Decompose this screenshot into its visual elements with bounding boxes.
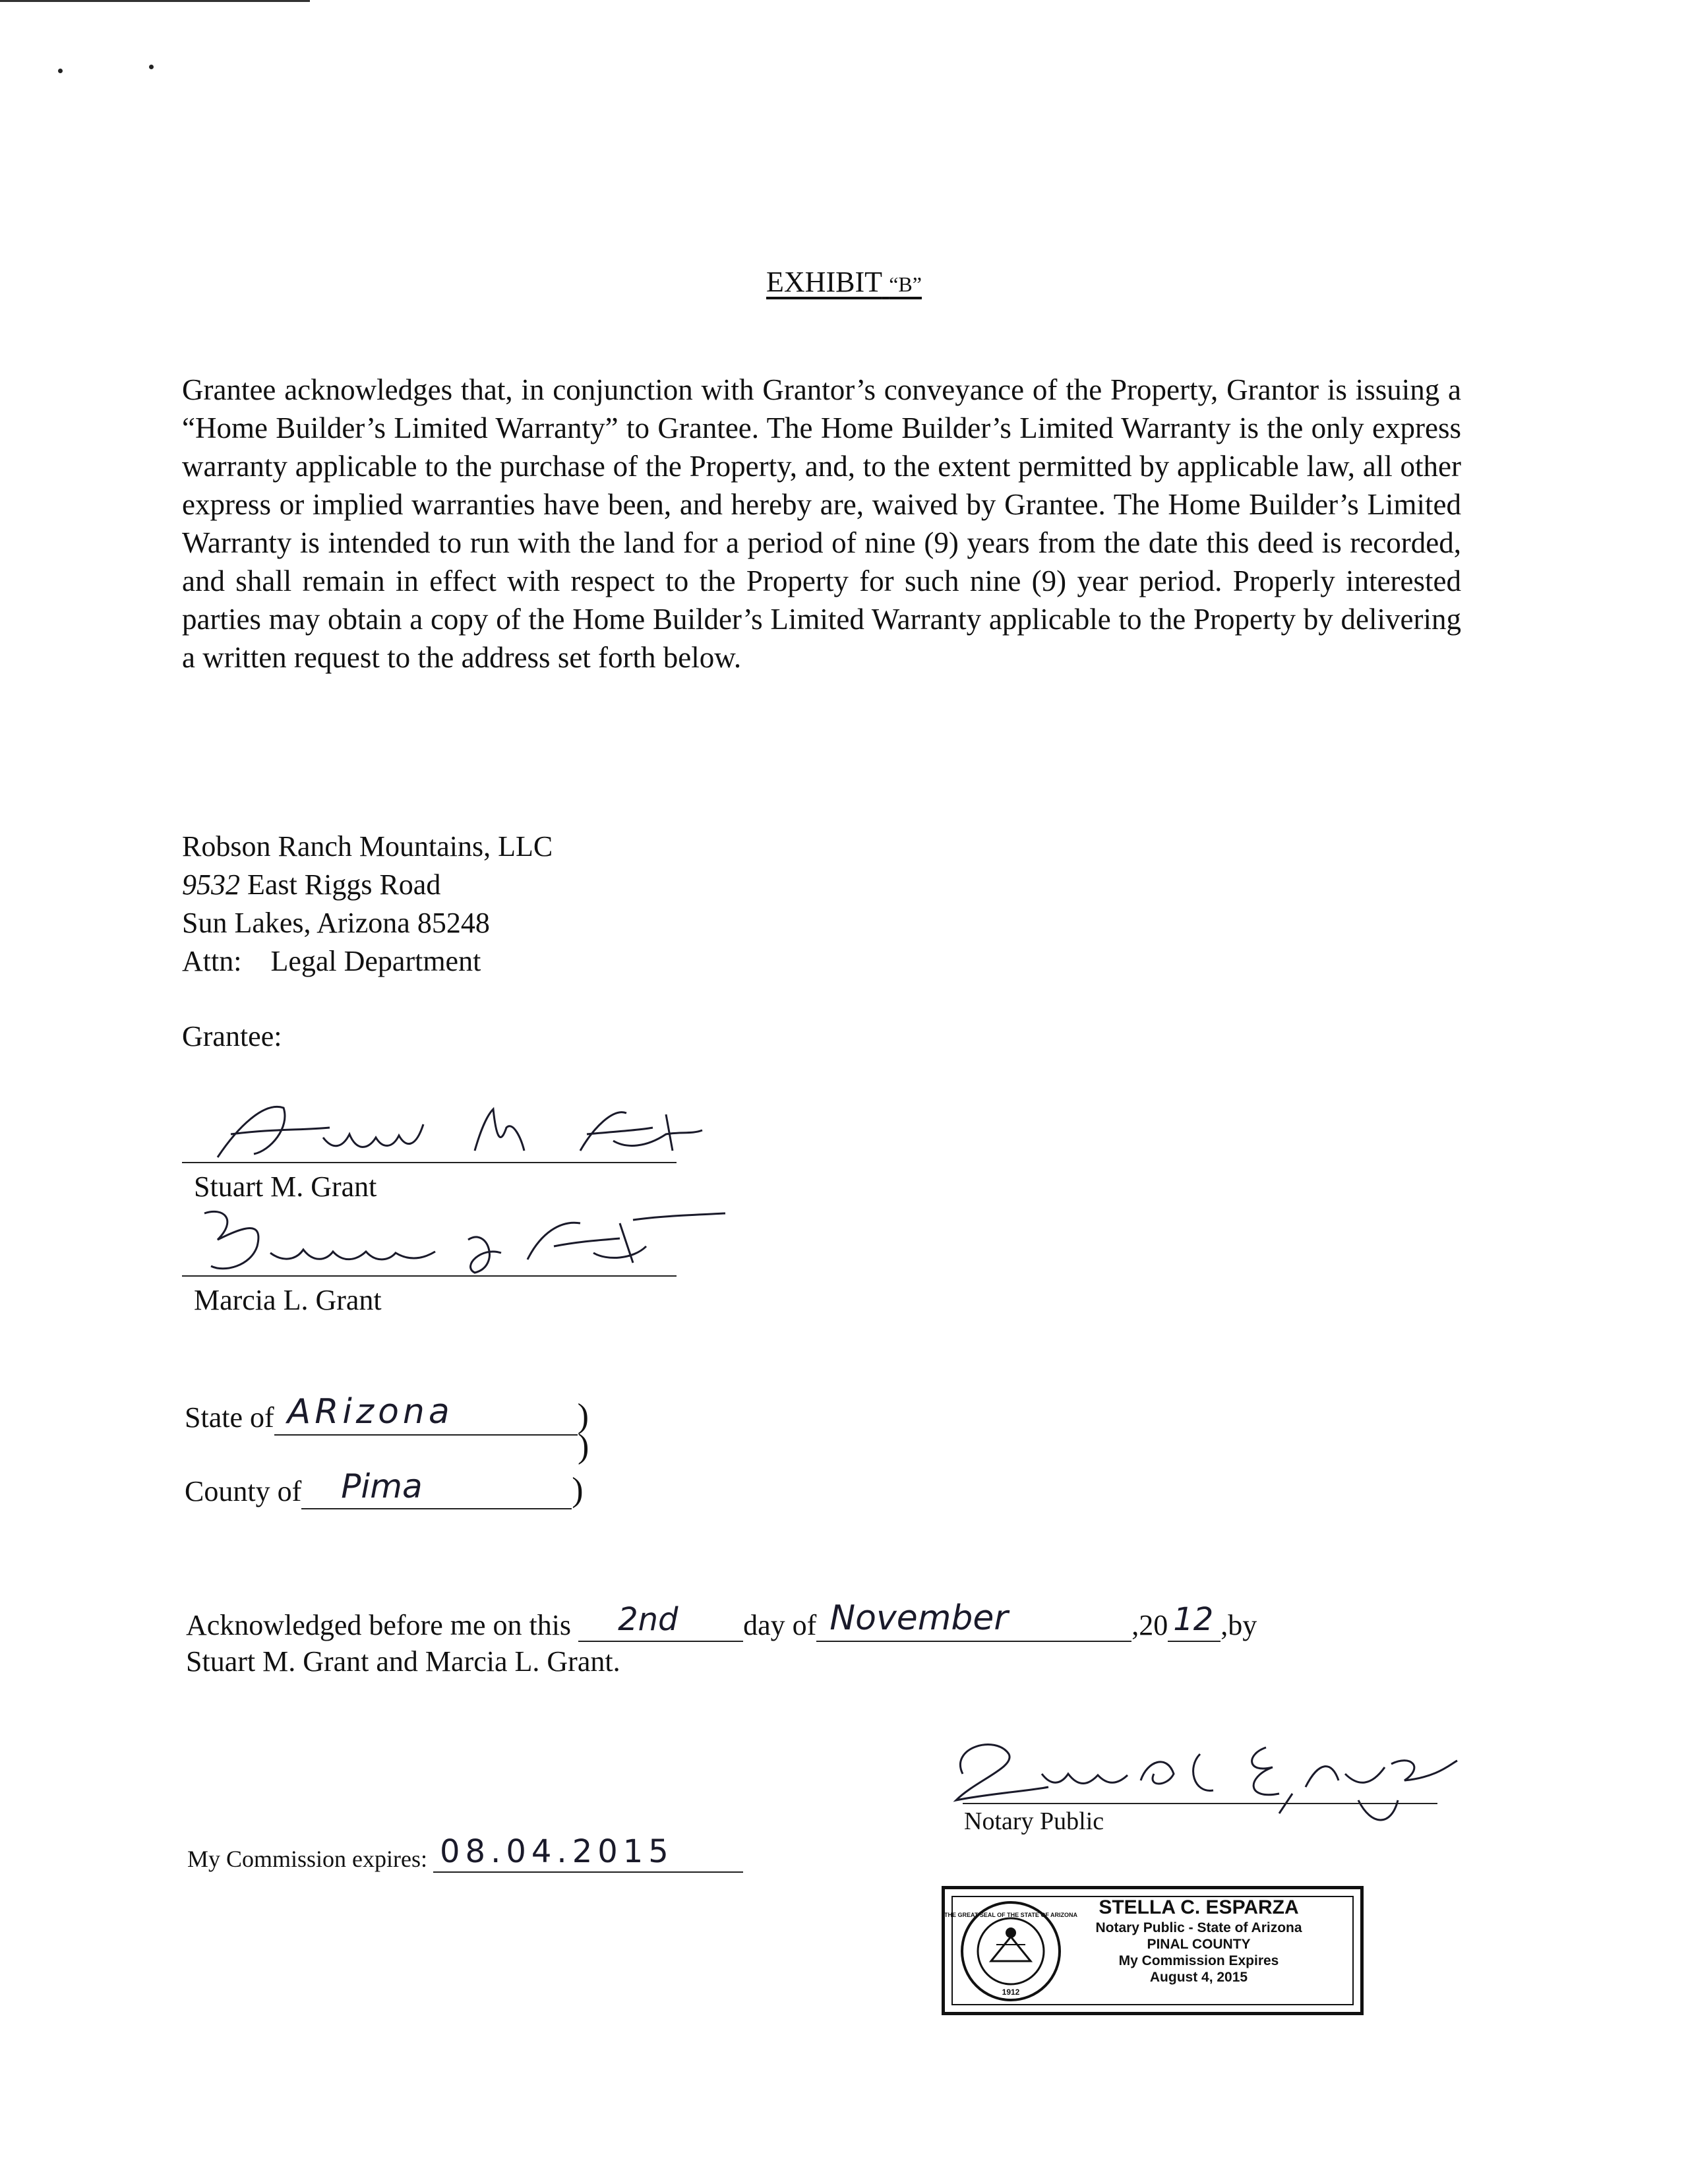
- bracket: ): [577, 1397, 589, 1435]
- acknowledgment-names: Stuart M. Grant and Marcia L. Grant.: [186, 1645, 620, 1678]
- grantee-signature-1: [191, 1088, 706, 1174]
- grantee-signature-2-text: Marcia L Grant: [185, 1200, 189, 1201]
- attention-line: Attn: Legal Department: [182, 945, 481, 977]
- signature-line-1: [182, 1162, 677, 1163]
- county-row: [185, 1467, 584, 1509]
- bracket: ): [578, 1428, 589, 1465]
- signer-name-1: Stuart M. Grant: [194, 1170, 377, 1203]
- state-handwritten: ARizona: [287, 1392, 454, 1432]
- exhibit-title: EXHIBIT “B”: [766, 266, 922, 298]
- state-blank: [274, 1392, 578, 1436]
- day-label: day of: [743, 1609, 817, 1641]
- month-handwritten: November: [829, 1598, 1008, 1638]
- stamp-text-block: [1057, 1896, 1341, 1986]
- ack-suffix: ,by: [1221, 1609, 1257, 1641]
- signer-name-2: Marcia L. Grant: [194, 1284, 382, 1316]
- scan-dot: [149, 65, 154, 69]
- notary-signature-line: [963, 1803, 1437, 1804]
- stamp-line-1: Notary Public - State of Arizona: [1095, 1920, 1302, 1935]
- seal-text: THE GREAT SEAL OF THE STATE OF ARIZONA: [944, 1912, 1077, 1918]
- day-handwritten: 2nd: [618, 1601, 678, 1638]
- grantee-label: Grantee:: [182, 1020, 282, 1052]
- month-blank: [816, 1598, 1131, 1642]
- street-name: East Riggs Road: [247, 868, 441, 901]
- company-name: Robson Ranch Mountains, LLC: [182, 830, 553, 863]
- city-state-zip: Sun Lakes, Arizona 85248: [182, 907, 490, 939]
- year-prefix: ,20: [1131, 1609, 1168, 1641]
- county-blank: [301, 1467, 572, 1509]
- notary-label: Notary Public: [964, 1807, 1104, 1835]
- stamp-line-4: August 4, 2015: [1149, 1970, 1248, 1985]
- county-label: County of: [185, 1475, 302, 1507]
- commission-handwritten: 08.04.2015: [440, 1833, 674, 1870]
- year-blank: [1168, 1601, 1221, 1642]
- ack-prefix: Acknowledged before me on this: [186, 1609, 572, 1641]
- grantee-signature-1-text: Stuart M Grant: [191, 1088, 196, 1089]
- street-address: [182, 868, 440, 901]
- commission-row: [187, 1833, 743, 1873]
- day-blank: [578, 1601, 743, 1642]
- scan-dot: [58, 69, 63, 73]
- stamp-notary-name: STELLA C. ESPARZA: [1099, 1896, 1299, 1918]
- street-number: 9532: [182, 868, 240, 901]
- state-label: State of: [185, 1401, 274, 1434]
- commission-blank: [433, 1833, 743, 1873]
- year-handwritten: 12: [1173, 1601, 1214, 1638]
- state-row: [185, 1392, 589, 1436]
- acknowledgment-line: [186, 1598, 1257, 1642]
- notary-stamp: [942, 1886, 1364, 2015]
- bracket: ): [572, 1471, 584, 1509]
- signature-line-2: [182, 1275, 677, 1277]
- scan-edge-line: [0, 0, 310, 2]
- seal-year: 1912: [1002, 1987, 1020, 1997]
- stamp-line-3: My Commission Expires: [1118, 1953, 1279, 1968]
- arizona-seal: [944, 1898, 1077, 2004]
- county-handwritten: Pima: [341, 1467, 423, 1505]
- grantee-signature-2: [185, 1200, 725, 1286]
- warranty-paragraph: Grantee acknowledges that, in conjunction with Grantor’s conveyance of the Property, Grantor is issuing a “Home Builder’s Limited Warranty” to Grantee. The Home Builder’s Limited Warranty is the only express warranty applicable to the purchase of the Property, and, to the extent permitted by applicable law, all other express or implied warranties have been, and hereby are, waived by Grantee. The Home Builder’s Limited Warranty is intended to run with the land for a period of nine (9) years from the date this deed is recorded, and shall remain in effect with respect to the Property for such nine (9) year period. Properly interested parties may obtain a copy of the Home Builder’s Limited Warranty applicable to the Property by delivering a written request to the address set forth below.: [182, 373, 1461, 674]
- commission-label: My Commission expires:: [187, 1846, 428, 1872]
- stamp-line-2: PINAL COUNTY: [1147, 1937, 1251, 1952]
